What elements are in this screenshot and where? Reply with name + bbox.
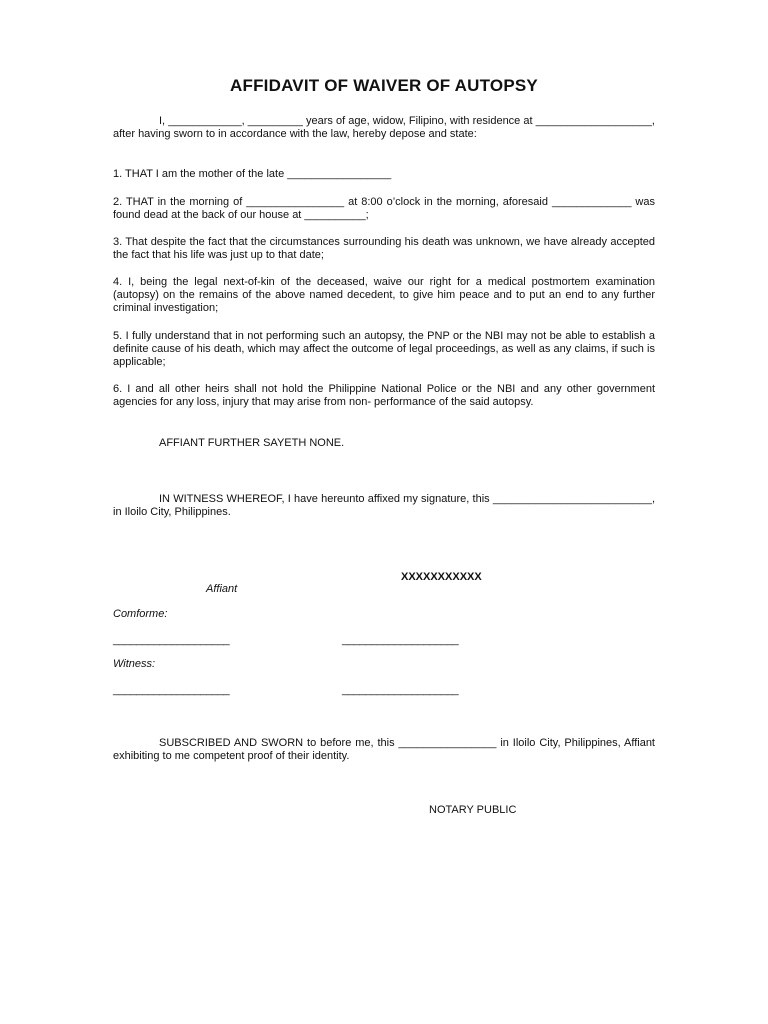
affiant-label: Affiant (206, 583, 238, 595)
intro-paragraph: I, ____________, _________ years of age, widow, Filipino, with residence at ___________________, after having sworn to in accordance with the law, hereby depose and state: (113, 115, 655, 140)
item-1: 1. THAT I am the mother of the late _________________ (113, 168, 392, 180)
witness-signature-line-left: ____________________ (113, 684, 230, 696)
witness-whereof-paragraph: IN WITNESS WHEREOF, I have hereunto affixed my signature, this __________________________, in Iloilo City, Philippines. (113, 493, 655, 518)
item-2: 2. THAT in the morning of ________________ at 8:00 o’clock in the morning, aforesaid _____________ was found dead at the back of our house at __________; (113, 196, 655, 221)
item-5: 5. I fully understand that in not performing such an autopsy, the PNP or the NBI may not be able to establish a definite cause of his death, which may affect the outcome of legal proceedings, as well as any claims, if such is applicable; (113, 330, 655, 368)
comforme-signature-line-left: ____________________ (113, 634, 230, 646)
item-4: 4. I, being the legal next-of-kin of the deceased, waive our right for a medical postmortem examination (autopsy) on the remains of the above named decedent, to give him peace and to put an end to any further criminal investigation; (113, 276, 655, 314)
comforme-label: Comforme: (113, 608, 168, 620)
notary-public-label: NOTARY PUBLIC (429, 804, 517, 816)
comforme-signature-line-right: ____________________ (342, 634, 459, 646)
witness-label: Witness: (113, 658, 156, 670)
document-title: AFFIDAVIT OF WAIVER OF AUTOPSY (230, 76, 538, 95)
witness-signature-line-right: ____________________ (342, 684, 459, 696)
item-6: 6. I and all other heirs shall not hold the Philippine National Police or the NBI and any other government agencies for any loss, injury that may arise from non- performance of the said autopsy. (113, 383, 655, 408)
item-3: 3. That despite the fact that the circumstances surrounding his death was unknown, we have already accepted the fact that his life was just up to that date; (113, 236, 655, 261)
affiant-name: XXXXXXXXXXX (401, 571, 482, 583)
subscribed-sworn-paragraph: SUBSCRIBED AND SWORN to before me, this ________________ in Iloilo City, Philippines, Affiant exhibiting to me competent proof of their identity. (113, 737, 655, 762)
affiant-further-statement: AFFIANT FURTHER SAYETH NONE. (159, 437, 345, 449)
